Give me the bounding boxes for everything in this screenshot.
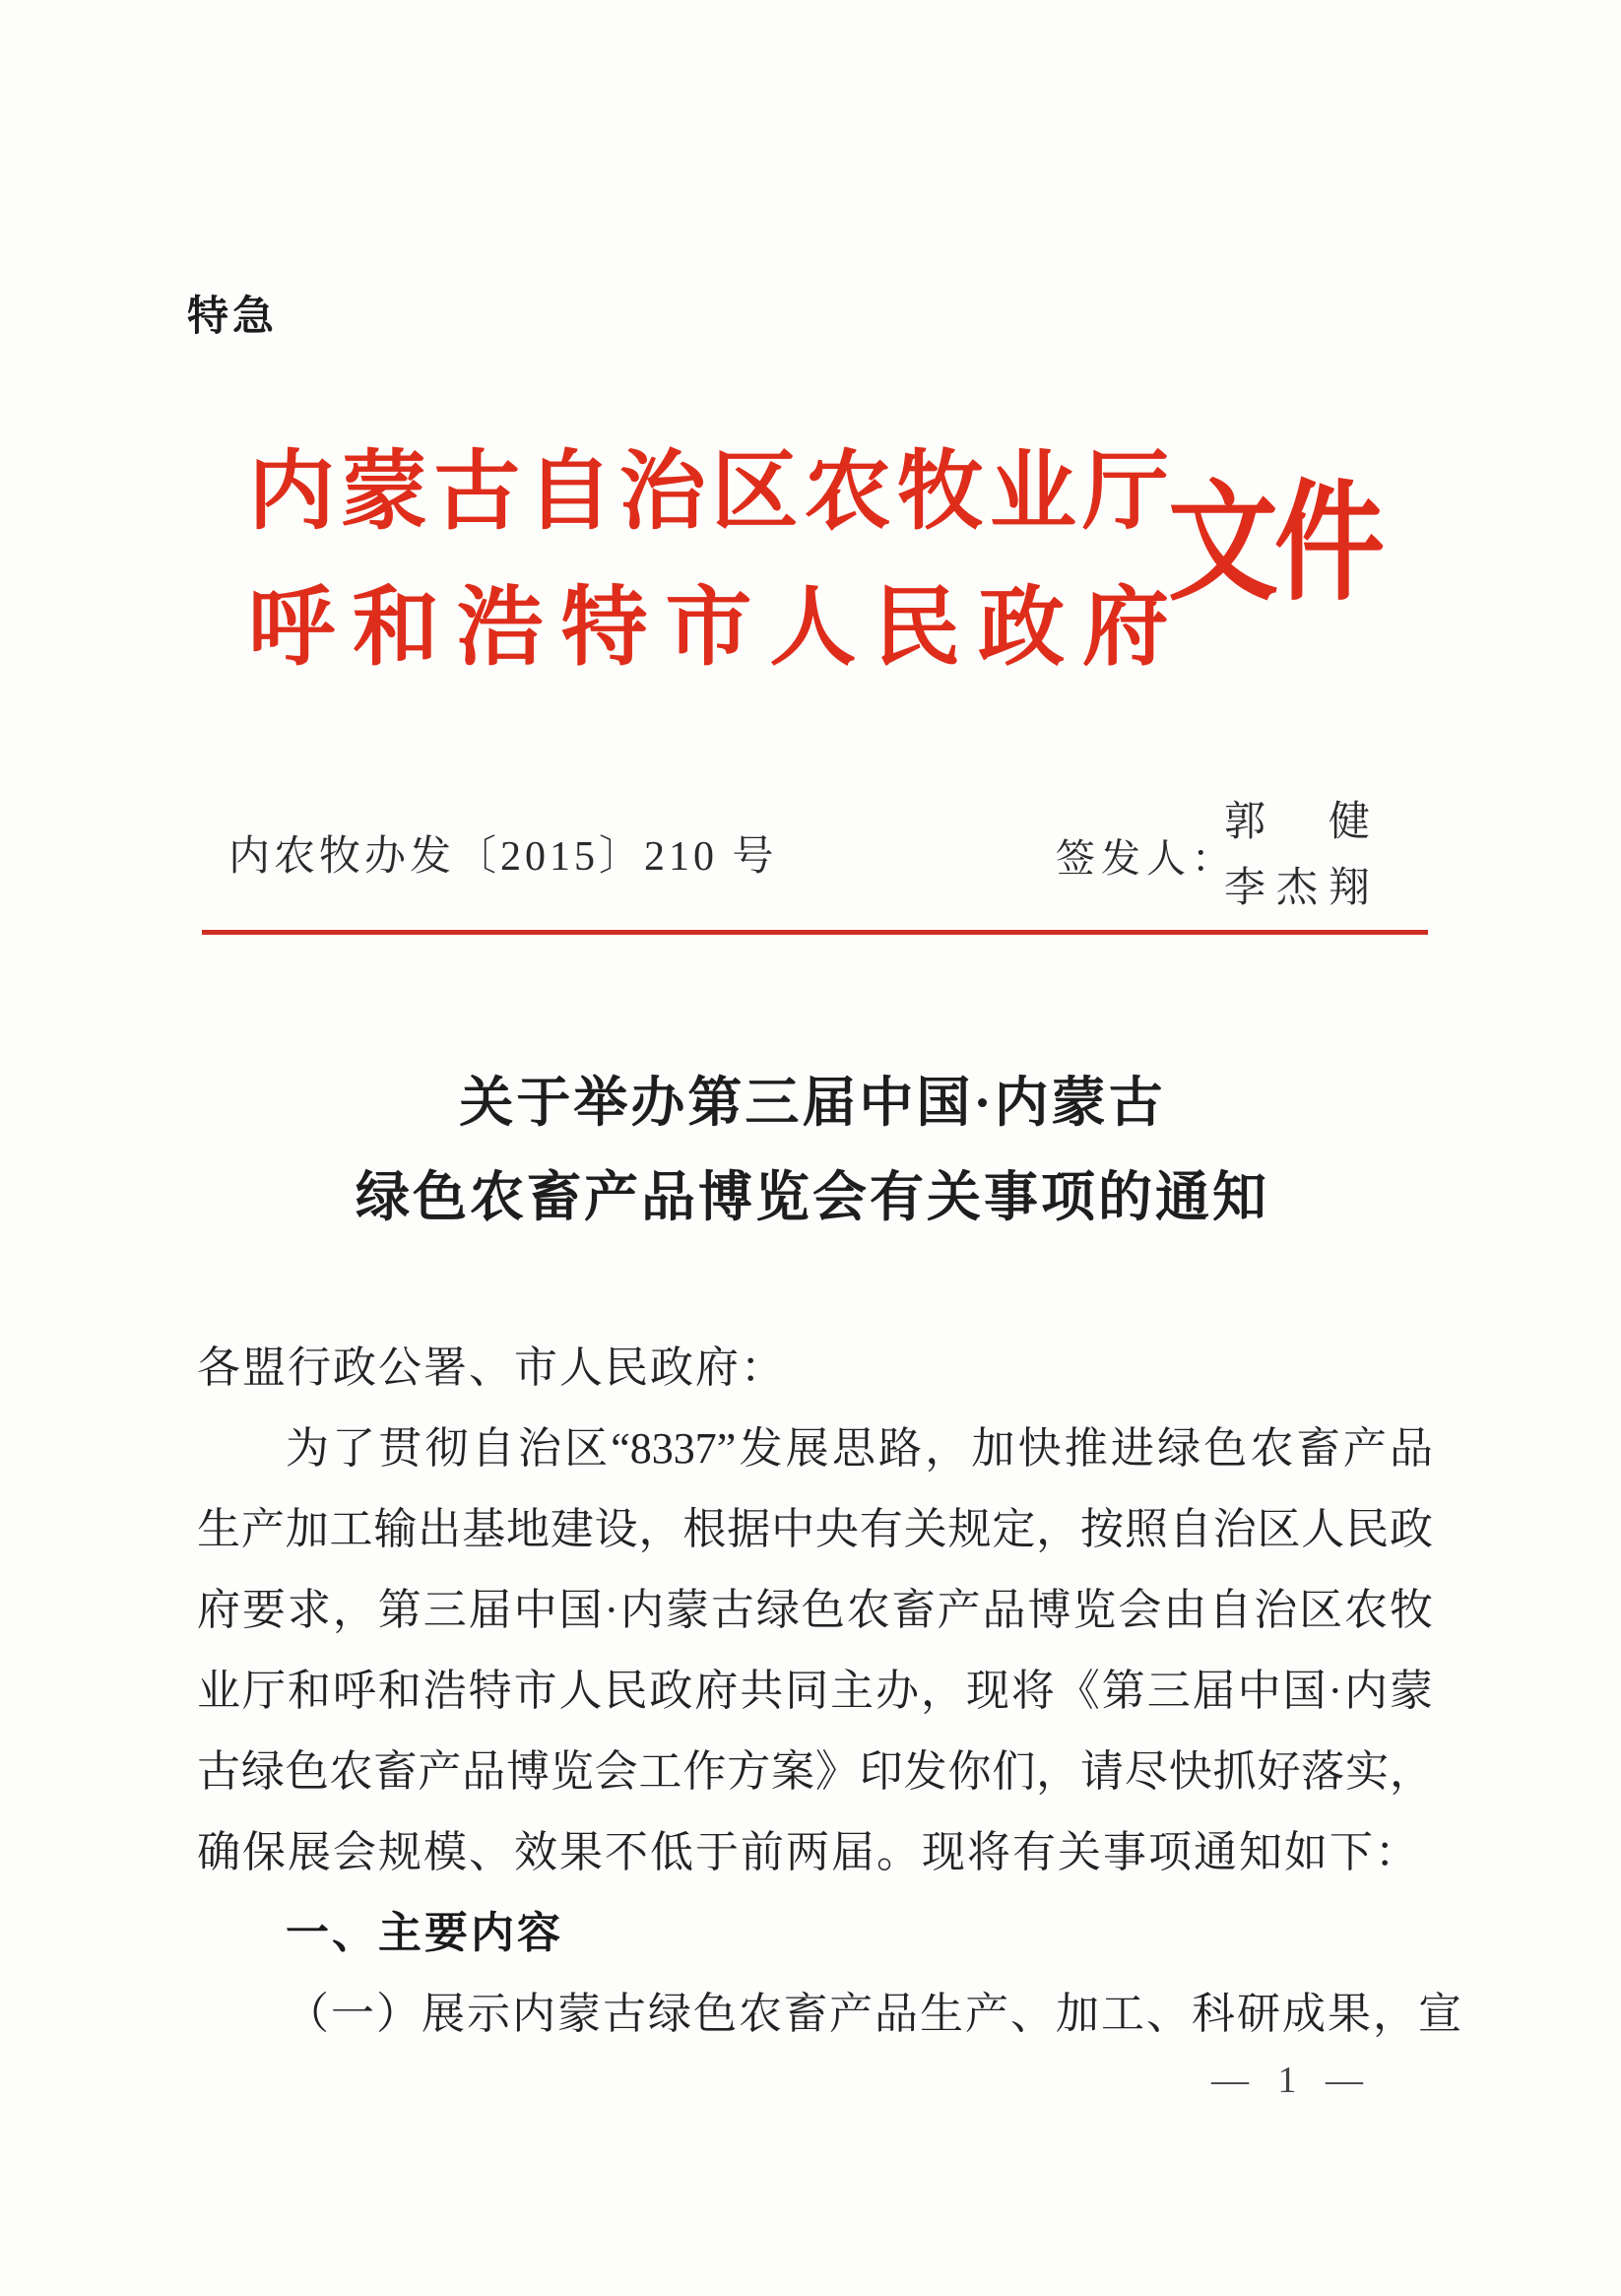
urgency-label: 特急 <box>187 293 279 339</box>
document-body <box>197 1328 1463 2055</box>
letterhead <box>248 426 1169 697</box>
issuer-names <box>1224 790 1370 922</box>
letterhead-org-line2: 呼和浩特市人民政府 <box>248 581 1169 677</box>
issuer-label: 签发人： <box>1056 836 1237 881</box>
body-line: 为了贯彻自治区“8337”发展思路，加快推进绿色农畜产品 <box>286 1424 1433 1473</box>
body-line: 业厅和呼和浩特市人民政府共同主办，现将《第三届中国·内蒙 <box>197 1667 1433 1715</box>
body-line: （一）展示内蒙古绿色农畜产品生产、加工、科研成果，宣 <box>286 1990 1463 2038</box>
body-line: 生产加工输出基地建设，根据中央有关规定，按照自治区人民政 <box>197 1505 1433 1553</box>
body-line: 古绿色农畜产品博览会工作方案》印发你们，请尽快抓好落实， <box>197 1747 1433 1796</box>
document-number: 内农牧办发〔2015〕210 号 <box>228 834 778 880</box>
red-divider-rule <box>202 930 1428 935</box>
issuer-name: 郭 健 <box>1224 800 1370 845</box>
page-number: — 1 — <box>1211 2060 1373 2101</box>
section-heading: 一、主要内容 <box>286 1909 563 1957</box>
body-line: 确保展会规模、效果不低于前两届。现将有关事项通知如下： <box>197 1828 1420 1876</box>
letterhead-doc-type-label: 文件 <box>1168 472 1381 618</box>
document-title <box>197 1056 1428 1245</box>
document-title-line1: 关于举办第三届中国·内蒙古 <box>459 1073 1166 1133</box>
issuer-name: 李杰翔 <box>1224 866 1370 911</box>
letterhead-org-line1: 内蒙古自治区农牧业厅 <box>248 445 1169 541</box>
document-title-line2: 绿色农畜产品博览会有关事项的通知 <box>355 1167 1269 1227</box>
salutation: 各盟行政公署、市人民政府： <box>197 1344 786 1392</box>
body-line: 府要求，第三届中国·内蒙古绿色农畜产品博览会由自治区农牧 <box>197 1586 1433 1634</box>
